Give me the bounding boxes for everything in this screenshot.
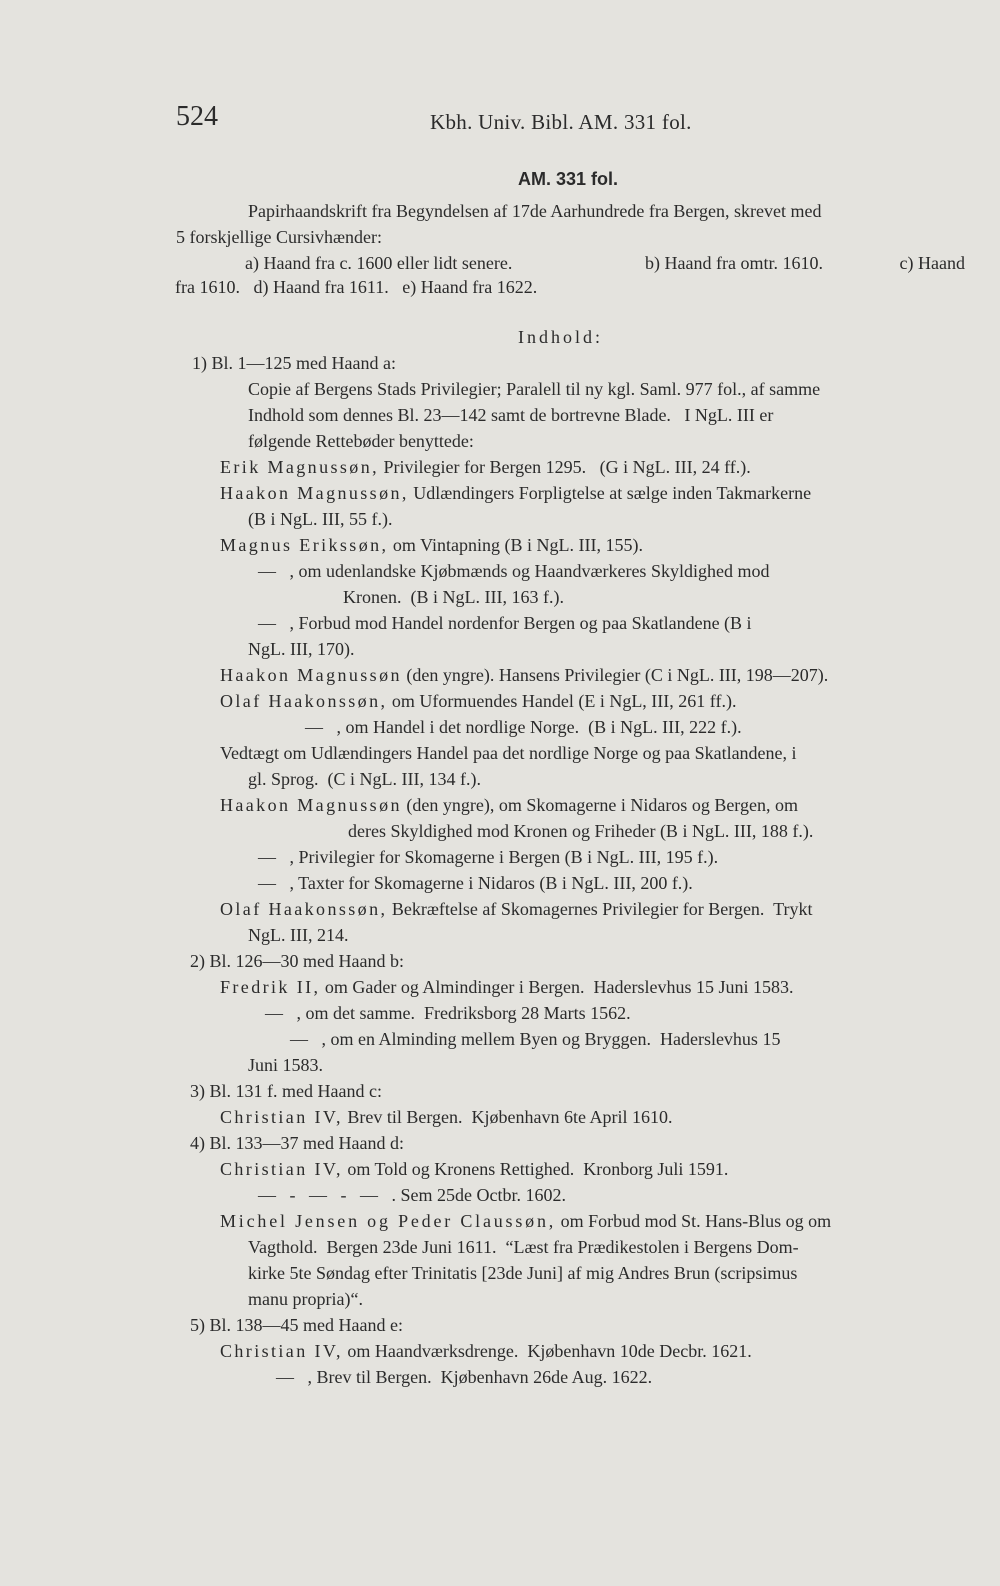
- entry-olaf-2: — , om Handel i det nordlige Norge. (B i NgL. III, 222 f.).: [305, 717, 742, 737]
- item-5-header: 5) Bl. 138—45 med Haand e:: [190, 1315, 403, 1335]
- entry-christian-4: [220, 1340, 752, 1362]
- entry-olaf-3: [220, 898, 812, 920]
- person-name: Magnus Erikssøn,: [220, 535, 389, 555]
- description-line-2: 5 forskjellige Cursivhænder:: [176, 227, 382, 247]
- entry-haakon-1-cont: (B i NgL. III, 55 f.).: [248, 509, 393, 529]
- entry-text: (den yngre). Hansens Privilegier (C i NgL. III, 198—207).: [406, 665, 829, 685]
- description-line-4: fra 1610. d) Haand fra 1611. e) Haand fra 1622.: [175, 277, 538, 297]
- hand-c: c) Haand: [899, 253, 965, 273]
- entry-haakon-3-cont: deres Skyldighed mod Kronen og Friheder (B i NgL. III, 188 f.).: [348, 821, 814, 841]
- entry-christian-5: — , Brev til Bergen. Kjøbenhavn 26de Aug. 1622.: [276, 1367, 653, 1387]
- entry-text: om Haandværksdrenge. Kjøbenhavn 10de Decbr. 1621.: [347, 1341, 752, 1361]
- entry-erik: [220, 456, 751, 478]
- entry-michel-line-2: Vagthold. Bergen 23de Juni 1611. “Læst fra Prædikestolen i Bergens Dom-: [248, 1237, 799, 1257]
- entry-olaf-3-cont: NgL. III, 214.: [248, 925, 349, 945]
- running-title: Kbh. Univ. Bibl. AM. 331 fol.: [430, 110, 692, 134]
- person-name: Michel Jensen og Peder Claussøn,: [220, 1211, 557, 1231]
- entry-olaf-1: [220, 690, 736, 712]
- item-1-line-3: følgende Rettebøder benyttede:: [248, 431, 474, 451]
- item-2-header: 2) Bl. 126—30 med Haand b:: [190, 951, 404, 971]
- entry-magnus-3-cont: NgL. III, 170).: [248, 639, 355, 659]
- page-number: 524: [176, 101, 218, 132]
- entry-text: om Told og Kronens Rettighed. Kronborg Juli 1591.: [347, 1159, 729, 1179]
- entry-magnus-2: — , om udenlandske Kjøbmænds og Haandværkeres Skyldighed mod: [258, 561, 770, 581]
- entry-fredrik-2: — , om det samme. Fredriksborg 28 Marts 1562.: [265, 1003, 631, 1023]
- item-1-line-1: Copie af Bergens Stads Privilegier; Paralell til ny kgl. Saml. 977 fol., af samme: [248, 379, 821, 399]
- entry-haakon-5: — , Taxter for Skomagerne i Nidaros (B i NgL. III, 200 f.).: [258, 873, 693, 893]
- description-line-1: Papirhaandskrift fra Begyndelsen af 17de Aarhundrede fra Bergen, skrevet med: [248, 201, 822, 221]
- person-name: Fredrik II,: [220, 977, 321, 997]
- entry-fredrik-3-cont: Juni 1583.: [248, 1055, 324, 1075]
- entry-christian-2: [220, 1158, 728, 1180]
- person-name: Olaf Haakonssøn,: [220, 899, 388, 919]
- person-name: Haakon Magnussøn: [220, 665, 402, 685]
- entry-michel: [220, 1210, 831, 1232]
- item-3-header: 3) Bl. 131 f. med Haand c:: [190, 1081, 382, 1101]
- entry-fredrik-1: [220, 976, 794, 998]
- entry-vedtaegt-cont: gl. Sprog. (C i NgL. III, 134 f.).: [248, 769, 481, 789]
- person-name: Haakon Magnussøn,: [220, 483, 409, 503]
- entry-haakon-4: — , Privilegier for Skomagerne i Bergen (B i NgL. III, 195 f.).: [258, 847, 719, 867]
- entry-text: om Uformuendes Handel (E i NgL, III, 261 ff.).: [391, 691, 737, 711]
- section-title: AM. 331 fol.: [518, 169, 619, 189]
- person-name: Olaf Haakonssøn,: [220, 691, 388, 711]
- person-name: Christian IV,: [220, 1107, 343, 1127]
- entry-haakon-1: [220, 482, 811, 504]
- item-1-line-2: Indhold som dennes Bl. 23—142 samt de bortrevne Blade. I NgL. III er: [248, 405, 774, 425]
- entry-text: Bekræftelse af Skomagernes Privilegier for Bergen. Trykt: [391, 899, 813, 919]
- entry-text: om Gader og Almindinger i Bergen. Haderslevhus 15 Juni 1583.: [324, 977, 794, 997]
- person-name: Christian IV,: [220, 1159, 343, 1179]
- entry-christian-3: — - — - — . Sem 25de Octbr. 1602.: [258, 1185, 566, 1205]
- hand-a: a) Haand fra c. 1600 eller lidt senere.: [245, 253, 513, 273]
- entry-text: Privilegier for Bergen 1295. (G i NgL. III, 24 ff.).: [383, 457, 751, 477]
- person-name: Erik Magnussøn,: [220, 457, 379, 477]
- entry-text: Brev til Bergen. Kjøbenhavn 6te April 1610.: [347, 1107, 673, 1127]
- entry-fredrik-3: — , om en Alminding mellem Byen og Bryggen. Haderslevhus 15: [290, 1029, 781, 1049]
- entry-haakon-2: [220, 664, 828, 686]
- contents-heading: Indhold:: [518, 327, 603, 347]
- entry-text: Udlændingers Forpligtelse at sælge inden Takmarkerne: [413, 483, 812, 503]
- item-1-header: 1) Bl. 1—125 med Haand a:: [192, 353, 396, 373]
- person-name: Haakon Magnussøn: [220, 795, 402, 815]
- entry-text: om Forbud mod St. Hans-Blus og om: [560, 1211, 832, 1231]
- entry-magnus-3: — , Forbud mod Handel nordenfor Bergen og paa Skatlandene (B i: [258, 613, 752, 633]
- entry-haakon-3: [220, 794, 798, 816]
- entry-christian-1: [220, 1106, 673, 1128]
- entry-michel-line-4: manu propria)“.: [248, 1289, 363, 1309]
- entry-michel-line-3: kirke 5te Søndag efter Trinitatis [23de Juni] af mig Andres Brun (scripsimus: [248, 1263, 798, 1283]
- entry-vedtaegt: Vedtægt om Udlændingers Handel paa det nordlige Norge og paa Skatlandene, i: [220, 743, 797, 763]
- item-4-header: 4) Bl. 133—37 med Haand d:: [190, 1133, 404, 1153]
- hand-b: b) Haand fra omtr. 1610.: [645, 253, 823, 273]
- entry-text: (den yngre), om Skomagerne i Nidaros og Bergen, om: [406, 795, 798, 815]
- entry-text: om Vintapning (B i NgL. III, 155).: [392, 535, 643, 555]
- entry-magnus: [220, 534, 643, 556]
- entry-magnus-2-cont: Kronen. (B i NgL. III, 163 f.).: [343, 587, 564, 607]
- person-name: Christian IV,: [220, 1341, 343, 1361]
